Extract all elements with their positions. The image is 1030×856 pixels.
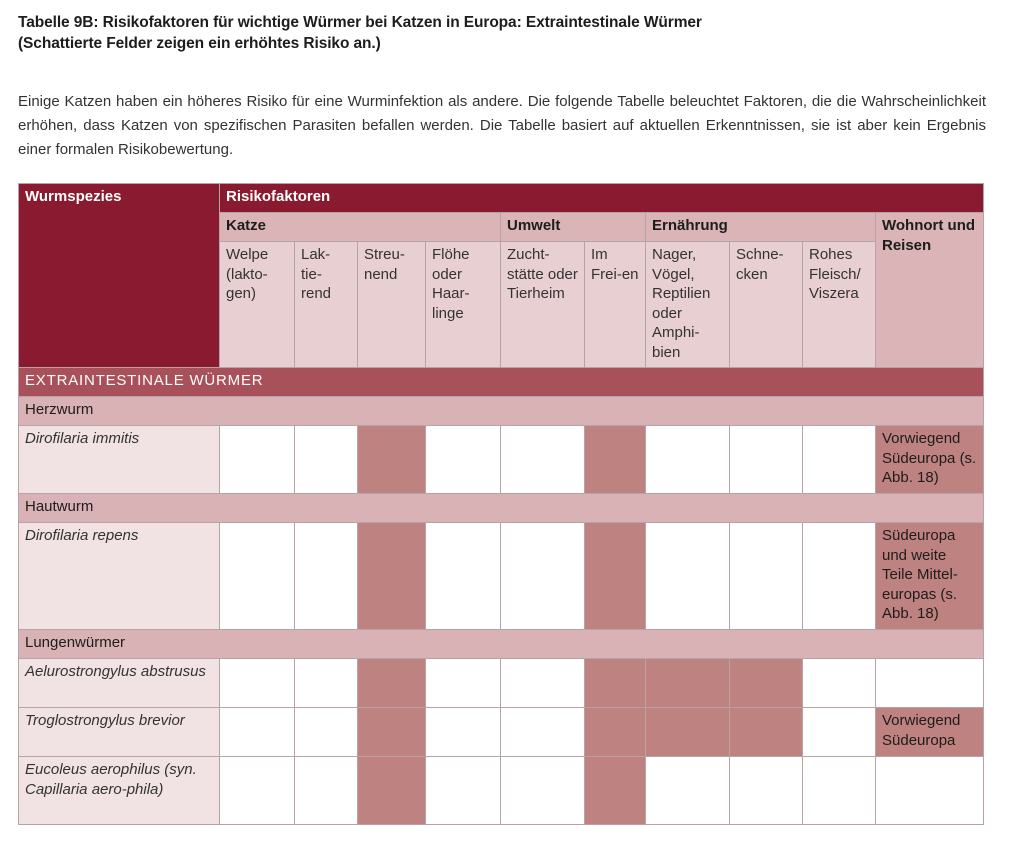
risk-cell-shaded bbox=[585, 757, 646, 825]
header-risk-factors: Risikofaktoren bbox=[220, 184, 984, 213]
risk-cell bbox=[730, 523, 803, 630]
risk-cell-shaded bbox=[646, 708, 730, 757]
table-row bbox=[19, 757, 984, 825]
risk-cell bbox=[426, 708, 501, 757]
wohnort-cell-shaded: Vorwiegend Südeuropa (s. Abb. 18) bbox=[876, 426, 984, 494]
table-title bbox=[18, 12, 702, 54]
risk-cell-shaded bbox=[730, 659, 803, 708]
subheader-3: Streu-nend bbox=[358, 242, 426, 368]
wohnort-cell bbox=[876, 757, 984, 825]
risk-cell-shaded bbox=[585, 426, 646, 494]
risk-cell bbox=[501, 757, 585, 825]
risk-cell-shaded bbox=[358, 426, 426, 494]
table-body bbox=[19, 368, 984, 825]
risk-cell bbox=[803, 426, 876, 494]
risk-cell bbox=[803, 708, 876, 757]
risk-cell bbox=[646, 757, 730, 825]
table-row bbox=[19, 708, 984, 757]
category-row bbox=[19, 397, 984, 426]
category-title: Hautwurm bbox=[19, 494, 984, 523]
risk-cell bbox=[426, 426, 501, 494]
species-cell: Aelurostrongylus abstrusus bbox=[19, 659, 220, 708]
risk-cell bbox=[501, 523, 585, 630]
risk-cell bbox=[426, 757, 501, 825]
risk-cell bbox=[295, 659, 358, 708]
risk-cell-shaded bbox=[646, 659, 730, 708]
risk-cell bbox=[295, 426, 358, 494]
risk-cell bbox=[426, 523, 501, 630]
table-row bbox=[19, 523, 984, 630]
section-title: EXTRAINTESTINALE WÜRMER bbox=[19, 368, 984, 397]
category-row bbox=[19, 630, 984, 659]
wohnort-cell bbox=[876, 659, 984, 708]
header-group-katze: Katze bbox=[220, 213, 501, 242]
risk-cell bbox=[803, 523, 876, 630]
subheader-9: Rohes Fleisch/ Viszera bbox=[803, 242, 876, 368]
risk-cell-shaded bbox=[358, 523, 426, 630]
section-row bbox=[19, 368, 984, 397]
title-line-1: Tabelle 9B: Risikofaktoren für wichtige Würmer bei Katzen in Europa: Extraintestinale Würmer bbox=[18, 14, 702, 31]
subheader-5: Zucht-stätte oder Tierheim bbox=[501, 242, 585, 368]
risk-cell bbox=[220, 708, 295, 757]
category-title: Herzwurm bbox=[19, 397, 984, 426]
risk-cell-shaded bbox=[358, 659, 426, 708]
subheader-7: Nager, Vögel, Reptilien oder Amphi-bien bbox=[646, 242, 730, 368]
category-title: Lungenwürmer bbox=[19, 630, 984, 659]
title-line-2: (Schattierte Felder zeigen ein erhöhtes Risiko an.) bbox=[18, 35, 381, 52]
risk-cell bbox=[295, 708, 358, 757]
species-cell: Dirofilaria repens bbox=[19, 523, 220, 630]
species-cell: Troglostrongylus brevior bbox=[19, 708, 220, 757]
risk-cell bbox=[803, 757, 876, 825]
wohnort-cell-shaded: Vorwiegend Südeuropa bbox=[876, 708, 984, 757]
species-cell: Eucoleus aerophilus (syn. Capillaria aero-phila) bbox=[19, 757, 220, 825]
intro-paragraph: Einige Katzen haben ein höheres Risiko für eine Wurminfektion als andere. Die folgende Tabelle beleuchtet Faktoren, die die Wahrscheinlichkeit erhöhen, dass Katzen von spezifischen Parasiten befallen werden. Die Tabelle basiert auf aktuellen Erkenntnissen, sie ist aber kein Ergebnis einer formalen Risikobewertung. bbox=[18, 93, 986, 158]
subheader-6: Im Frei-en bbox=[585, 242, 646, 368]
risk-cell bbox=[220, 523, 295, 630]
risk-cell-shaded bbox=[585, 708, 646, 757]
risk-cell-shaded bbox=[730, 708, 803, 757]
wohnort-cell-shaded: Südeuropa und weite Teile Mittel-europas (s. Abb. 18) bbox=[876, 523, 984, 630]
table-row bbox=[19, 659, 984, 708]
risk-cell bbox=[220, 426, 295, 494]
risk-cell bbox=[501, 708, 585, 757]
subheader-1: Welpe (lakto-gen) bbox=[220, 242, 295, 368]
risk-cell bbox=[501, 659, 585, 708]
risk-factor-table bbox=[18, 183, 984, 825]
risk-cell bbox=[501, 426, 585, 494]
risk-cell bbox=[295, 757, 358, 825]
risk-cell-shaded bbox=[358, 708, 426, 757]
risk-cell bbox=[426, 659, 501, 708]
subheader-4: Flöhe oder Haar-linge bbox=[426, 242, 501, 368]
category-row bbox=[19, 494, 984, 523]
table-row bbox=[19, 426, 984, 494]
risk-cell bbox=[730, 757, 803, 825]
risk-cell bbox=[295, 523, 358, 630]
risk-cell-shaded bbox=[358, 757, 426, 825]
risk-cell bbox=[730, 426, 803, 494]
species-cell: Dirofilaria immitis bbox=[19, 426, 220, 494]
header-group-wohnort: Wohnort und Reisen bbox=[876, 213, 984, 368]
risk-cell bbox=[220, 757, 295, 825]
risk-cell bbox=[220, 659, 295, 708]
risk-cell bbox=[646, 426, 730, 494]
header-species: Wurmspezies bbox=[19, 184, 220, 368]
header-group-umwelt: Umwelt bbox=[501, 213, 646, 242]
risk-cell bbox=[646, 523, 730, 630]
risk-cell bbox=[803, 659, 876, 708]
subheader-2: Lak-tie-rend bbox=[295, 242, 358, 368]
risk-cell-shaded bbox=[585, 523, 646, 630]
subheader-8: Schne-cken bbox=[730, 242, 803, 368]
table-header bbox=[19, 184, 984, 368]
risk-cell-shaded bbox=[585, 659, 646, 708]
header-group-ernaehrung: Ernährung bbox=[646, 213, 876, 242]
